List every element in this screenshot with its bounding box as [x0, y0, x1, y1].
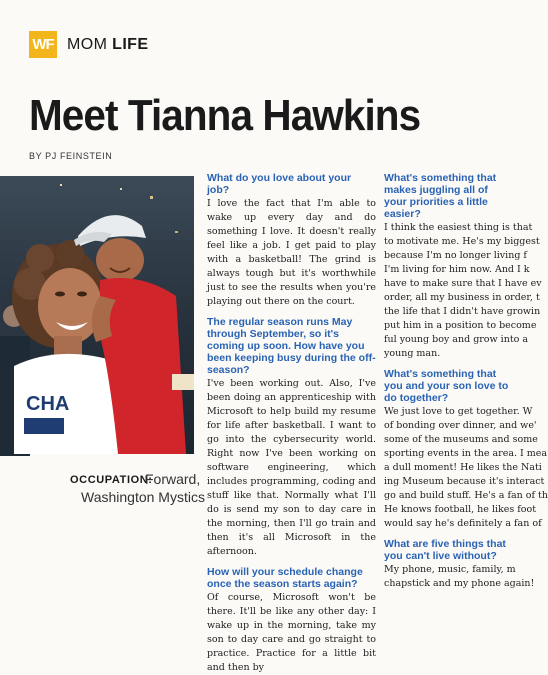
- interview-question: How will your schedule change once the season starts again?: [207, 566, 363, 590]
- interview-answer: [384, 405, 548, 531]
- interview-question: What do you love about your job?: [207, 172, 352, 196]
- answer-line: the life that I didn't have growin: [384, 306, 541, 317]
- answer-line: We just love to get together. W: [384, 406, 533, 417]
- occupation-value-line2: Washington Mystics: [81, 489, 205, 505]
- answer-line: because I'm no longer living f: [384, 250, 527, 261]
- photo-image: [0, 176, 194, 454]
- answer-line: go and build stuff. He's a fan of th: [384, 490, 548, 501]
- answer-line: sporting events in the area. I mea: [384, 448, 548, 459]
- jersey-text: CHA: [26, 393, 70, 415]
- interview-answer: [384, 563, 535, 591]
- answer-line: He knows football, he likes foot: [384, 504, 537, 515]
- interview-question: The regular season runs May through September, so it's coming up soon. How have you been keeping busy during the off-season?: [207, 316, 376, 376]
- article-column-2: [384, 172, 548, 589]
- article-column-1: [207, 172, 376, 673]
- answer-line: chapstick and my phone again!: [384, 578, 535, 589]
- interview-question: What's something that you and your son love to do together?: [384, 368, 509, 404]
- answer-line: My phone, music, family, m: [384, 564, 516, 575]
- occupation-value-line1: Forward,: [145, 471, 201, 487]
- answer-line: ful young boy and grow into a: [384, 334, 529, 345]
- interview-answer: [384, 221, 542, 361]
- feature-photo: [0, 176, 194, 454]
- answer-line: a dull moment! He likes the Nati: [384, 462, 542, 473]
- answer-line: would say he's definitely a fan of: [384, 518, 542, 529]
- answer-line: have to make sure that I have ev: [384, 278, 542, 289]
- interview-answer: I've been working out. Also, I've been doing an apprenticeship with Microsoft to help build my resume for life after basketball. I want to go into the cybersecurity world. Right now I've been working on software engineering, which includes programming, coding and stuff like that. Normally what I'll do is send my son to day care in the morning, then I'll go train and then it's all Microsoft in the afternoon.: [207, 378, 376, 557]
- interview-question: What are five things that you can't live without?: [384, 538, 506, 562]
- interview-question: What's something that makes juggling all of your priorities a little easier?: [384, 172, 497, 220]
- answer-line: I think the easiest thing is that: [384, 222, 533, 233]
- occupation-label: OCCUPATION:: [70, 474, 153, 486]
- answer-line: of bonding over dinner, and we': [384, 420, 537, 431]
- article-headline: Meet Tianna Hawkins: [29, 91, 421, 140]
- answer-line: to motivate me. He's my biggest: [384, 236, 540, 247]
- answer-line: put him in a position to become: [384, 320, 537, 331]
- interview-answer: I love the fact that I'm able to wake up every day and do something I love. It doesn't really feel like a job. I get paid to play with a basketball! The grind is always tough but it's worthwhile just to see the results when you're playing out there on the court.: [207, 198, 376, 307]
- section-label: [67, 34, 148, 56]
- answer-line: I'm living for him now. And I k: [384, 264, 530, 275]
- answer-line: some of the museums and some: [384, 434, 538, 445]
- answer-line: order, all my business in order, t: [384, 292, 540, 303]
- answer-line: young man.: [384, 348, 441, 359]
- section-label-prefix: MOM: [67, 36, 113, 53]
- interview-answer: Of course, Microsoft won't be there. It'll be like any other day: I wake up in the morning, take my son to day care and go straight to practice. Practice for a little bit and then by: [207, 592, 376, 673]
- section-label-strong: LIFE: [112, 36, 149, 53]
- brand-logo: WF: [29, 31, 57, 58]
- answer-line: ing Museum because it's interact: [384, 476, 545, 487]
- article-byline: BY PJ FEINSTEIN: [29, 151, 113, 161]
